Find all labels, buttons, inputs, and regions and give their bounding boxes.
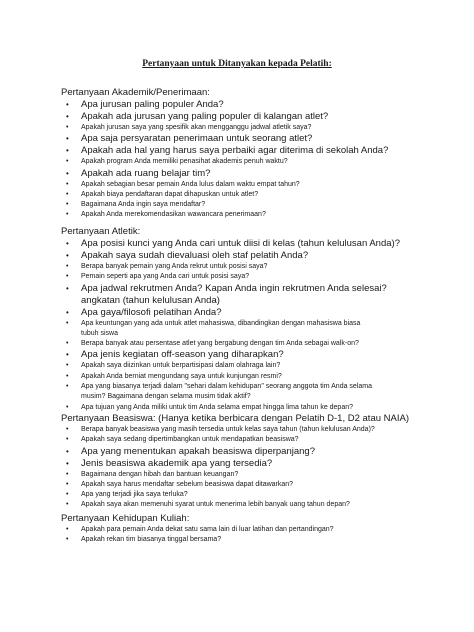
section-academic bbox=[61, 87, 461, 221]
question-text: Apakah saya sedang dipertimbangkan untuk mendapatkan beasiswa? bbox=[81, 436, 299, 444]
question-list bbox=[61, 238, 461, 413]
question-text: Apa yang biasanya terjadi dalam "sehari dalam kehidupan" seorang anggota tim Anda selama bbox=[81, 383, 372, 391]
question-text: Apakah ada hal yang harus saya perbaiki agar diterima di sekolah Anda? bbox=[81, 145, 389, 157]
list-item bbox=[61, 500, 461, 510]
list-item bbox=[61, 349, 461, 361]
list-item bbox=[61, 435, 461, 445]
list-item bbox=[61, 319, 461, 340]
list-item bbox=[61, 238, 461, 250]
list-item bbox=[61, 157, 461, 167]
question-text: Apa posisi kunci yang Anda cari untuk diisi di kelas (tahun kelulusan Anda)? bbox=[81, 238, 400, 249]
question-text: Apakah para pemain Anda dekat satu sama lain di luar latihan dan pertandingan? bbox=[81, 526, 334, 533]
list-item bbox=[61, 99, 461, 111]
list-item bbox=[61, 425, 461, 435]
list-item bbox=[61, 250, 461, 262]
question-text: Apakah program Anda memiliki penasihat akademis penuh waktu? bbox=[81, 158, 288, 166]
list-item bbox=[61, 283, 461, 307]
list-item bbox=[61, 190, 461, 200]
question-text: Apakah biaya pendaftaran dapat dihapuskan untuk atlet? bbox=[81, 190, 259, 198]
list-item bbox=[61, 133, 461, 145]
question-text: Apakah ada jurusan yang paling populer di kalangan atlet? bbox=[81, 111, 329, 122]
page-title: Pertanyaan untuk Ditanyakan kepada Pelatih: bbox=[142, 59, 332, 69]
question-text: Apakah ada ruang belajar tim? bbox=[81, 167, 211, 179]
list-item bbox=[61, 470, 461, 480]
section-heading: Pertanyaan Atletik: bbox=[61, 226, 141, 237]
question-text: Berapa banyak atau persentase atlet yang bergabung dengan tim Anda sebagai walk-on? bbox=[81, 340, 359, 348]
question-list bbox=[61, 425, 461, 511]
question-text: Apakah saya akan memenuhi syarat untuk menerima lebih banyak uang tahun depan? bbox=[81, 501, 350, 509]
question-text: Apakah saya diizinkan untuk berpartisipasi dalam olahraga lain? bbox=[81, 362, 281, 370]
list-item bbox=[61, 180, 461, 190]
section-heading: Pertanyaan Kehidupan Kuliah: bbox=[61, 513, 190, 524]
question-text: Jenis beasiswa akademik apa yang tersedia? bbox=[81, 457, 273, 469]
list-item bbox=[61, 307, 461, 319]
question-text: Apakah sebagian besar pemain Anda lulus dalam waktu empat tahun? bbox=[81, 180, 300, 188]
question-continuation: musim? Bagaimana dengan selama musim tidak aktif? bbox=[81, 393, 251, 401]
section-scholarship bbox=[61, 413, 461, 511]
question-continuation: angkatan (tahun kelulusan Anda) bbox=[81, 294, 220, 306]
list-item bbox=[61, 480, 461, 490]
question-text: Apa gaya/filosofi pelatihan Anda? bbox=[81, 306, 222, 318]
list-item bbox=[61, 372, 461, 382]
question-text: Apakah rekan tim biasanya tinggal bersama? bbox=[81, 536, 222, 544]
question-text: Pemain seperti apa yang Anda cari untuk posisi saya? bbox=[81, 273, 250, 281]
question-text: Apa keuntungan yang ada untuk atlet mahasiswa, dibandingkan dengan mahasiswa biasa bbox=[81, 319, 361, 327]
list-item bbox=[61, 111, 461, 123]
list-item bbox=[61, 168, 461, 180]
question-text: Apa tujuan yang Anda miliki untuk tim Anda selama empat hingga lima tahun ke depan? bbox=[81, 403, 354, 411]
question-text: Apakah Anda merekomendasikan wawancara penerimaan? bbox=[81, 211, 266, 219]
question-text: Berapa banyak beasiswa yang masih tersedia untuk kelas saya tahun (tahun kelulusan Anda)? bbox=[81, 426, 375, 433]
question-text: Bagaimana dengan hibah dan bantuan keuangan? bbox=[81, 470, 239, 478]
question-text: Apa jenis kegiatan off-season yang diharapkan? bbox=[81, 349, 284, 361]
question-text: Apa jurusan paling populer Anda? bbox=[81, 99, 224, 110]
question-text: Apakah saya harus mendaftar sebelum beasiswa dapat ditawarkan? bbox=[81, 480, 294, 488]
question-text: Apa jadwal rekrutmen Anda? Kapan Anda ingin rekrutmen Anda selesai? bbox=[81, 282, 387, 294]
question-text: Apa yang terjadi jika saya terluka? bbox=[81, 491, 188, 499]
list-item bbox=[61, 382, 461, 403]
section-heading: Pertanyaan Akademik/Penerimaan: bbox=[61, 87, 210, 98]
question-text: Berapa banyak pemain yang Anda rekrut untuk posisi saya? bbox=[81, 263, 268, 270]
list-item bbox=[61, 145, 461, 157]
question-text: Bagaimana Anda ingin saya mendaftar? bbox=[81, 201, 206, 209]
list-item bbox=[61, 446, 461, 458]
list-item bbox=[61, 339, 461, 349]
question-text: Apakah jurusan saya yang spesifik akan mengganggu jadwal atletik saya? bbox=[81, 124, 312, 131]
section-heading: Pertanyaan Beasiswa: (Hanya ketika berbicara dengan Pelatih D-1, D2 atau NAIA) bbox=[61, 413, 409, 424]
list-item bbox=[61, 210, 461, 220]
list-item bbox=[61, 535, 461, 545]
list-item bbox=[61, 262, 461, 272]
section-college-life bbox=[61, 513, 461, 546]
question-list bbox=[61, 525, 461, 546]
question-text: Apa yang menentukan apakah beasiswa diperpanjang? bbox=[81, 445, 315, 457]
list-item bbox=[61, 361, 461, 371]
list-item bbox=[61, 403, 461, 413]
list-item bbox=[61, 458, 461, 470]
question-text: Apa saja persyaratan penerimaan untuk seorang atlet? bbox=[81, 133, 313, 145]
section-athletic bbox=[61, 226, 461, 413]
list-item bbox=[61, 525, 461, 535]
list-item bbox=[61, 123, 461, 133]
question-continuation: tubuh siswa bbox=[81, 329, 118, 337]
list-item bbox=[61, 272, 461, 282]
list-item bbox=[61, 490, 461, 500]
question-list bbox=[61, 99, 461, 221]
list-item bbox=[61, 200, 461, 210]
question-text: Apakah saya sudah dievaluasi oleh staf pelatih Anda? bbox=[81, 250, 309, 261]
question-text: Apakah Anda berniat mengundang saya untuk kunjungan resmi? bbox=[81, 372, 282, 380]
